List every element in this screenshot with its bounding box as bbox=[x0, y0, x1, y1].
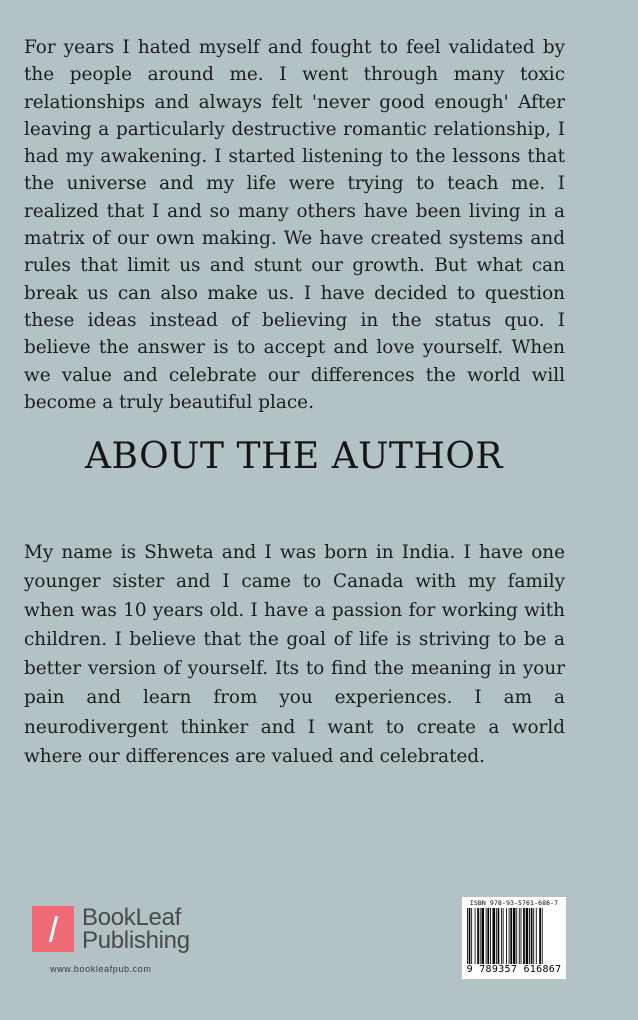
about-author-heading: ABOUT THE AUTHOR bbox=[85, 436, 503, 477]
barcode-bar bbox=[521, 908, 522, 964]
barcode-bar bbox=[519, 908, 520, 964]
isbn-digits: 9 789357 616867 bbox=[466, 964, 562, 975]
barcode-bar bbox=[503, 908, 504, 964]
barcode-bar bbox=[531, 908, 533, 964]
barcode-bar bbox=[533, 908, 534, 964]
barcode-bar bbox=[542, 908, 543, 964]
publisher-url: www.bookleafpub.com bbox=[50, 964, 152, 974]
barcode-bar bbox=[501, 908, 502, 964]
barcode-bar bbox=[469, 908, 471, 964]
barcode-bar bbox=[467, 908, 468, 964]
barcode-bar bbox=[516, 908, 517, 964]
barcode-bar bbox=[471, 908, 472, 964]
barcode-bar bbox=[539, 908, 541, 964]
barcode-bar bbox=[490, 908, 491, 964]
barcode-bar bbox=[513, 908, 516, 964]
barcode-bar bbox=[481, 908, 484, 964]
back-cover-blurb: For years I hated myself and fought to feel validated by the people around me. I went through many toxic relationships and always felt 'never good enough' After leaving a particularly destructive romantic relationship, I had my awakening. I started listening to the lessons that the universe and my life were trying to teach me. I realized that I and so many others have been living in a matrix of our own making. We have created systems and rules that limit us and stunt our growth. But what can break us can also make us. I have decided to question these ideas instead of believing in the status quo. I believe the answer is to accept and love yourself. When we value and celebrate our differences the world will become a truly beautiful place. bbox=[24, 37, 565, 413]
author-bio: My name is Shweta and I was born in India. I have one younger sister and I came to Canada with my family when was 10 years old. I have a passion for working with children. I believe that the goal of life is striving to be a better version of yourself. Its to find the meaning in your pain and learn from you experiences. I am a neurodivergent thinker and I want to create a world where our differences are valued and celebrated. bbox=[24, 542, 565, 767]
barcode-bar bbox=[526, 908, 529, 964]
barcode-bar bbox=[475, 908, 476, 964]
barcode-bar bbox=[510, 908, 512, 964]
barcode-bar bbox=[487, 908, 489, 964]
barcode-bar bbox=[536, 908, 537, 964]
barcode-bar bbox=[486, 908, 487, 964]
publisher-logo bbox=[32, 906, 190, 952]
barcode-bar bbox=[477, 908, 479, 964]
barcode-bar bbox=[509, 908, 510, 964]
publisher-logo-icon bbox=[32, 906, 74, 952]
barcode-bars bbox=[467, 908, 561, 964]
barcode-bar bbox=[480, 908, 481, 964]
barcode-bar bbox=[506, 908, 507, 964]
publisher-name-line2: Publishing bbox=[82, 927, 190, 954]
barcode-bar bbox=[498, 908, 500, 964]
barcode-bar bbox=[496, 908, 497, 964]
barcode-bar bbox=[493, 908, 496, 964]
barcode-bar bbox=[529, 908, 530, 964]
isbn-barcode bbox=[462, 897, 566, 979]
publisher-name bbox=[82, 906, 190, 952]
isbn-label: ISBN 978-93-5761-686-7 bbox=[469, 899, 559, 907]
publisher-name-line1: BookLeaf bbox=[82, 904, 182, 931]
barcode-bar bbox=[523, 908, 525, 964]
